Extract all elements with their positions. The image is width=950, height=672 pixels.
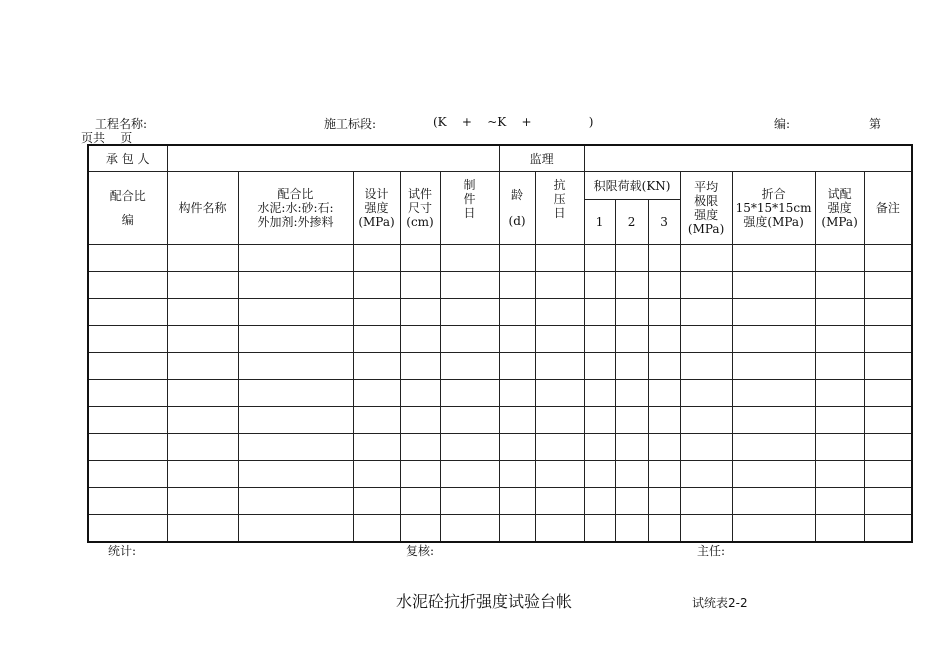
col-mix-ratio: 配合比 水泥:水:砂:石: 外加剂:外掺料 bbox=[238, 172, 353, 245]
chainage-range: (K + ~K + ) bbox=[433, 115, 594, 129]
table-cell[interactable] bbox=[680, 461, 732, 488]
table-cell[interactable] bbox=[535, 515, 584, 543]
page-number-label: 第 bbox=[869, 117, 882, 131]
table-cell[interactable] bbox=[815, 272, 864, 299]
table-cell[interactable] bbox=[732, 245, 815, 272]
table-cell[interactable] bbox=[167, 353, 238, 380]
table-cell[interactable] bbox=[648, 488, 680, 515]
table-row bbox=[88, 380, 912, 407]
table-cell[interactable] bbox=[648, 515, 680, 543]
col-ratio-number: 配合比 编 bbox=[88, 172, 167, 245]
table-cell[interactable] bbox=[238, 353, 353, 380]
table-cell[interactable] bbox=[440, 245, 499, 272]
table-cell[interactable] bbox=[584, 326, 615, 353]
table-cell[interactable] bbox=[615, 434, 648, 461]
table-cell[interactable] bbox=[732, 272, 815, 299]
table-cell[interactable] bbox=[88, 407, 167, 434]
table-cell[interactable] bbox=[648, 434, 680, 461]
table-cell[interactable] bbox=[499, 326, 535, 353]
table-cell[interactable] bbox=[680, 299, 732, 326]
table-cell[interactable] bbox=[400, 407, 440, 434]
table-cell[interactable] bbox=[680, 326, 732, 353]
table-cell[interactable] bbox=[584, 434, 615, 461]
table-cell[interactable] bbox=[732, 380, 815, 407]
table-cell[interactable] bbox=[88, 461, 167, 488]
strength-ledger-table bbox=[87, 144, 913, 543]
load-sub-3: 3 bbox=[648, 200, 680, 245]
table-cell[interactable] bbox=[815, 380, 864, 407]
table-row bbox=[88, 326, 912, 353]
table-cell[interactable] bbox=[648, 326, 680, 353]
table-cell[interactable] bbox=[440, 434, 499, 461]
table-cell[interactable] bbox=[732, 488, 815, 515]
page-total-label: 页共 页 bbox=[81, 131, 133, 145]
table-cell[interactable] bbox=[400, 245, 440, 272]
table-cell[interactable] bbox=[353, 515, 400, 543]
table-cell[interactable] bbox=[535, 488, 584, 515]
table-cell[interactable] bbox=[440, 515, 499, 543]
table-cell[interactable] bbox=[353, 488, 400, 515]
col-specimen-size: 试件 尺寸 (cm) bbox=[400, 172, 440, 245]
table-row bbox=[88, 461, 912, 488]
table-cell[interactable] bbox=[440, 380, 499, 407]
section-label: 施工标段: bbox=[324, 117, 377, 131]
table-cell[interactable] bbox=[353, 353, 400, 380]
table-cell[interactable] bbox=[732, 434, 815, 461]
table-cell[interactable] bbox=[353, 407, 400, 434]
table-cell[interactable] bbox=[167, 326, 238, 353]
table-cell[interactable] bbox=[864, 326, 912, 353]
table-cell[interactable] bbox=[535, 434, 584, 461]
table-cell[interactable] bbox=[440, 272, 499, 299]
table-cell[interactable] bbox=[615, 245, 648, 272]
table-cell[interactable] bbox=[499, 461, 535, 488]
table-cell[interactable] bbox=[680, 245, 732, 272]
table-cell[interactable] bbox=[400, 488, 440, 515]
table-cell[interactable] bbox=[864, 461, 912, 488]
table-cell[interactable] bbox=[167, 488, 238, 515]
table-cell[interactable] bbox=[680, 488, 732, 515]
table-cell[interactable] bbox=[648, 353, 680, 380]
table-cell[interactable] bbox=[815, 407, 864, 434]
table-cell[interactable] bbox=[238, 434, 353, 461]
col-design-strength: 设计 强度 (MPa) bbox=[353, 172, 400, 245]
col-average-strength: 平均 极限 强度 (MPa) bbox=[680, 172, 732, 245]
table-cell[interactable] bbox=[864, 353, 912, 380]
table-cell[interactable] bbox=[440, 461, 499, 488]
table-cell[interactable] bbox=[400, 380, 440, 407]
table-cell[interactable] bbox=[815, 515, 864, 543]
table-cell[interactable] bbox=[238, 515, 353, 543]
table-cell[interactable] bbox=[238, 326, 353, 353]
table-cell[interactable] bbox=[88, 272, 167, 299]
table-cell[interactable] bbox=[88, 380, 167, 407]
table-cell[interactable] bbox=[864, 299, 912, 326]
contractor-row bbox=[88, 145, 912, 172]
table-cell[interactable] bbox=[499, 488, 535, 515]
table-cell[interactable] bbox=[648, 461, 680, 488]
table-cell[interactable] bbox=[864, 488, 912, 515]
table-cell[interactable] bbox=[615, 299, 648, 326]
table-cell[interactable] bbox=[732, 461, 815, 488]
table-cell[interactable] bbox=[238, 407, 353, 434]
table-cell[interactable] bbox=[864, 272, 912, 299]
director-label: 主任: bbox=[697, 544, 726, 558]
data-rows bbox=[88, 245, 912, 543]
table-cell[interactable] bbox=[680, 353, 732, 380]
document-title: 水泥砼抗折强度试验台帐 bbox=[396, 592, 573, 611]
col-made-date: 制 件 日 bbox=[440, 172, 499, 245]
col-member-name: 构件名称 bbox=[167, 172, 238, 245]
table-cell[interactable] bbox=[732, 515, 815, 543]
supervision-value[interactable] bbox=[584, 145, 912, 172]
table-cell[interactable] bbox=[615, 380, 648, 407]
table-cell[interactable] bbox=[353, 380, 400, 407]
table-cell[interactable] bbox=[648, 299, 680, 326]
table-cell[interactable] bbox=[535, 326, 584, 353]
table-cell[interactable] bbox=[680, 380, 732, 407]
table-row bbox=[88, 245, 912, 272]
table-cell[interactable] bbox=[353, 272, 400, 299]
table-cell[interactable] bbox=[440, 326, 499, 353]
col-trial-strength: 试配 强度 (MPa) bbox=[815, 172, 864, 245]
table-cell[interactable] bbox=[88, 353, 167, 380]
col-remark: 备注 bbox=[864, 172, 912, 245]
table-cell[interactable] bbox=[167, 515, 238, 543]
table-cell[interactable] bbox=[535, 353, 584, 380]
table-cell[interactable] bbox=[535, 299, 584, 326]
table-cell[interactable] bbox=[167, 434, 238, 461]
table-row bbox=[88, 272, 912, 299]
table-cell[interactable] bbox=[167, 272, 238, 299]
table-cell[interactable] bbox=[400, 461, 440, 488]
table-cell[interactable] bbox=[864, 515, 912, 543]
table-cell[interactable] bbox=[499, 407, 535, 434]
table-cell[interactable] bbox=[615, 461, 648, 488]
table-cell[interactable] bbox=[815, 353, 864, 380]
table-cell[interactable] bbox=[535, 380, 584, 407]
table-cell[interactable] bbox=[167, 407, 238, 434]
table-cell[interactable] bbox=[88, 326, 167, 353]
table-cell[interactable] bbox=[167, 461, 238, 488]
table-cell[interactable] bbox=[88, 245, 167, 272]
table-cell[interactable] bbox=[499, 434, 535, 461]
col-test-date: 抗 压 日 bbox=[535, 172, 584, 245]
table-cell[interactable] bbox=[88, 434, 167, 461]
table-cell[interactable] bbox=[732, 353, 815, 380]
table-cell[interactable] bbox=[864, 380, 912, 407]
table-cell[interactable] bbox=[88, 515, 167, 543]
table-cell[interactable] bbox=[499, 380, 535, 407]
table-cell[interactable] bbox=[400, 515, 440, 543]
table-cell[interactable] bbox=[400, 434, 440, 461]
table-cell[interactable] bbox=[732, 299, 815, 326]
table-cell[interactable] bbox=[353, 245, 400, 272]
table-cell[interactable] bbox=[499, 272, 535, 299]
table-cell[interactable] bbox=[88, 488, 167, 515]
table-cell[interactable] bbox=[238, 299, 353, 326]
table-cell[interactable] bbox=[535, 272, 584, 299]
table-cell[interactable] bbox=[815, 461, 864, 488]
table-cell[interactable] bbox=[648, 407, 680, 434]
project-name-label: 工程名称: bbox=[95, 117, 148, 131]
table-cell[interactable] bbox=[584, 515, 615, 543]
table-cell[interactable] bbox=[732, 326, 815, 353]
table-cell[interactable] bbox=[680, 272, 732, 299]
serial-label: 编: bbox=[774, 117, 791, 131]
table-cell[interactable] bbox=[615, 326, 648, 353]
table-cell[interactable] bbox=[815, 299, 864, 326]
table-cell[interactable] bbox=[353, 326, 400, 353]
table-cell[interactable] bbox=[353, 461, 400, 488]
table-cell[interactable] bbox=[584, 407, 615, 434]
table-row bbox=[88, 434, 912, 461]
col-flexural-strength: 折合 15*15*15cm 强度(MPa) bbox=[732, 172, 815, 245]
table-cell[interactable] bbox=[648, 245, 680, 272]
table-cell[interactable] bbox=[535, 407, 584, 434]
table-cell[interactable] bbox=[499, 515, 535, 543]
review-label: 复核: bbox=[406, 544, 435, 558]
table-cell[interactable] bbox=[167, 299, 238, 326]
table-cell[interactable] bbox=[440, 299, 499, 326]
statistics-label: 统计: bbox=[108, 544, 137, 558]
table-cell[interactable] bbox=[167, 380, 238, 407]
table-cell[interactable] bbox=[238, 488, 353, 515]
table-cell[interactable] bbox=[499, 353, 535, 380]
table-cell[interactable] bbox=[400, 272, 440, 299]
table-cell[interactable] bbox=[499, 299, 535, 326]
table-cell[interactable] bbox=[815, 434, 864, 461]
table-cell[interactable] bbox=[584, 299, 615, 326]
supervision-label: 监理 bbox=[499, 145, 584, 172]
table-cell[interactable] bbox=[238, 461, 353, 488]
table-cell[interactable] bbox=[615, 272, 648, 299]
table-cell[interactable] bbox=[535, 461, 584, 488]
table-row bbox=[88, 353, 912, 380]
table-cell[interactable] bbox=[864, 434, 912, 461]
table-cell[interactable] bbox=[648, 380, 680, 407]
table-cell[interactable] bbox=[615, 488, 648, 515]
table-cell[interactable] bbox=[88, 299, 167, 326]
table-cell[interactable] bbox=[353, 299, 400, 326]
table-cell[interactable] bbox=[400, 326, 440, 353]
table-cell[interactable] bbox=[238, 380, 353, 407]
table-cell[interactable] bbox=[440, 407, 499, 434]
table-cell[interactable] bbox=[680, 434, 732, 461]
table-cell[interactable] bbox=[584, 353, 615, 380]
table-row bbox=[88, 488, 912, 515]
table-cell[interactable] bbox=[499, 245, 535, 272]
table-cell[interactable] bbox=[440, 488, 499, 515]
form-code: 试统表2-2 bbox=[692, 596, 748, 610]
table-cell[interactable] bbox=[864, 245, 912, 272]
col-age: 龄 (d) bbox=[499, 172, 535, 245]
table-cell[interactable] bbox=[815, 245, 864, 272]
table-cell[interactable] bbox=[615, 515, 648, 543]
table-cell[interactable] bbox=[815, 326, 864, 353]
contractor-label: 承 包 人 bbox=[88, 145, 167, 172]
table-row bbox=[88, 299, 912, 326]
table-row bbox=[88, 515, 912, 543]
table-cell[interactable] bbox=[584, 245, 615, 272]
load-sub-2: 2 bbox=[615, 200, 648, 245]
load-sub-1: 1 bbox=[584, 200, 615, 245]
table-cell[interactable] bbox=[353, 434, 400, 461]
table-cell[interactable] bbox=[584, 272, 615, 299]
table-cell[interactable] bbox=[680, 407, 732, 434]
contractor-value[interactable] bbox=[167, 145, 499, 172]
table-cell[interactable] bbox=[584, 461, 615, 488]
table-cell[interactable] bbox=[238, 272, 353, 299]
table-cell[interactable] bbox=[440, 353, 499, 380]
table-cell[interactable] bbox=[732, 407, 815, 434]
table-cell[interactable] bbox=[648, 272, 680, 299]
table-cell[interactable] bbox=[238, 245, 353, 272]
table-cell[interactable] bbox=[400, 299, 440, 326]
table-cell[interactable] bbox=[615, 407, 648, 434]
col-limit-load: 积限荷载(KN) bbox=[584, 172, 680, 200]
table-cell[interactable] bbox=[167, 245, 238, 272]
table-cell[interactable] bbox=[535, 245, 584, 272]
table-cell[interactable] bbox=[815, 488, 864, 515]
table-cell[interactable] bbox=[615, 353, 648, 380]
table-cell[interactable] bbox=[400, 353, 440, 380]
table-cell[interactable] bbox=[680, 515, 732, 543]
table-cell[interactable] bbox=[584, 380, 615, 407]
header-row bbox=[88, 172, 912, 200]
table-cell[interactable] bbox=[584, 488, 615, 515]
table-cell[interactable] bbox=[864, 407, 912, 434]
table-row bbox=[88, 407, 912, 434]
